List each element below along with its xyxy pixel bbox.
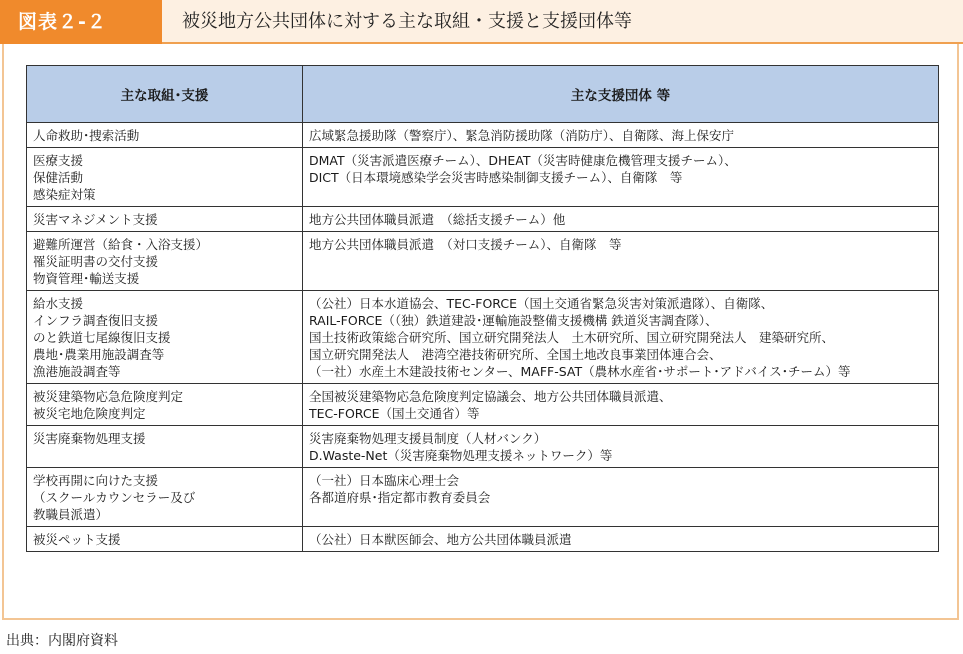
organization-cell bbox=[303, 207, 939, 232]
activity-cell bbox=[27, 527, 303, 552]
activity-line: 物資管理･輸送支援 bbox=[33, 271, 140, 286]
table-row bbox=[27, 123, 939, 148]
activity-line: 教職員派遣） bbox=[33, 507, 109, 522]
organization-line: D.Waste-Net（災害廃棄物処理支援ネットワーク）等 bbox=[309, 448, 613, 463]
activity-line: のと鉄道七尾線復旧支援 bbox=[33, 330, 171, 345]
activity-line: 災害マネジメント支援 bbox=[33, 212, 158, 227]
activity-line: 災害廃棄物処理支援 bbox=[33, 431, 146, 446]
organization-line: DICT（日本環境感染学会災害時感染制御支援チーム）、自衛隊 等 bbox=[309, 170, 683, 185]
activity-cell bbox=[27, 291, 303, 384]
activity-line: （スクールカウンセラー及び bbox=[33, 490, 196, 505]
organization-cell bbox=[303, 291, 939, 384]
source-note: 出典：内閣府資料 bbox=[6, 633, 118, 649]
activity-line: 感染症対策 bbox=[33, 187, 96, 202]
activity-line: 給水支援 bbox=[33, 296, 84, 311]
activity-cell bbox=[27, 426, 303, 468]
organization-line: （公社）日本水道協会、TEC-FORCE（国土交通省緊急災害対策派遣隊）、自衛隊、 bbox=[309, 296, 774, 311]
organization-line: 国土技術政策総合研究所、国立研究開発法人 土木研究所、国立研究開発法人 建築研究所、 bbox=[309, 330, 835, 345]
organization-cell bbox=[303, 384, 939, 426]
table-body bbox=[27, 123, 939, 552]
activity-line: 保健活動 bbox=[33, 170, 84, 185]
title-bar bbox=[0, 0, 963, 44]
activity-cell bbox=[27, 232, 303, 291]
activity-line: 罹災証明書の交付支援 bbox=[33, 254, 159, 269]
organization-cell bbox=[303, 148, 939, 207]
activity-line: 人命救助･捜索活動 bbox=[33, 128, 140, 143]
organization-cell bbox=[303, 232, 939, 291]
figure-label: 図表２-２ bbox=[0, 0, 162, 44]
organization-line: 広域緊急援助隊（警察庁）、緊急消防援助隊（消防庁）、自衛隊、海上保安庁 bbox=[309, 128, 735, 143]
organization-line: 地方公共団体職員派遣 （対口支援チーム）、自衛隊 等 bbox=[309, 237, 622, 252]
organization-line: 各都道府県･指定都市教育委員会 bbox=[309, 490, 491, 505]
column-header-activity: 主な取組･支援 bbox=[27, 66, 303, 123]
organization-line: 災害廃棄物処理支援員制度（人材バンク） bbox=[309, 431, 547, 446]
activity-line: インフラ調査復旧支援 bbox=[33, 313, 159, 328]
organization-line: TEC-FORCE（国土交通省）等 bbox=[309, 406, 480, 421]
organization-cell bbox=[303, 468, 939, 527]
activity-line: 農地･農業用施設調査等 bbox=[33, 347, 165, 362]
organization-line: （一社）日本臨床心理士会 bbox=[309, 473, 460, 488]
organization-line: 地方公共団体職員派遣 （総括支援チーム）他 bbox=[309, 212, 566, 227]
activity-line: 被災宅地危険度判定 bbox=[33, 406, 146, 421]
support-table bbox=[26, 65, 939, 552]
activity-line: 医療支援 bbox=[33, 153, 84, 168]
activity-line: 漁港施設調査等 bbox=[33, 364, 121, 379]
activity-cell bbox=[27, 148, 303, 207]
activity-cell bbox=[27, 123, 303, 148]
table-header-row bbox=[27, 66, 939, 123]
table-row bbox=[27, 468, 939, 527]
activity-line: 被災ペット支援 bbox=[33, 532, 121, 547]
table-row bbox=[27, 384, 939, 426]
figure-title: 被災地方公共団体に対する主な取組・支援と支援団体等 bbox=[182, 11, 632, 32]
activity-cell bbox=[27, 384, 303, 426]
organization-cell bbox=[303, 123, 939, 148]
activity-cell bbox=[27, 468, 303, 527]
organization-line: DMAT（災害派遣医療チーム）、DHEAT（災害時健康危機管理支援チーム）、 bbox=[309, 153, 737, 168]
table-row bbox=[27, 207, 939, 232]
column-header-organizations: 主な支援団体 等 bbox=[303, 66, 939, 123]
table-row bbox=[27, 426, 939, 468]
organization-line: （公社）日本獣医師会、地方公共団体職員派遣 bbox=[309, 532, 572, 547]
table-row bbox=[27, 291, 939, 384]
organization-line: （一社）水産土木建設技術センター、MAFF-SAT（農林水産省･サポート･アドバイス･チーム）等 bbox=[309, 364, 851, 379]
table-row bbox=[27, 527, 939, 552]
activity-line: 学校再開に向けた支援 bbox=[33, 473, 159, 488]
organization-cell bbox=[303, 426, 939, 468]
activity-line: 避難所運営（給食・入浴支援） bbox=[33, 237, 209, 252]
table-row bbox=[27, 232, 939, 291]
table-row bbox=[27, 148, 939, 207]
organization-line: 全国被災建築物応急危険度判定協議会、地方公共団体職員派遣、 bbox=[309, 389, 672, 404]
organization-line: RAIL-FORCE（（独）鉄道建設･運輸施設整備支援機構 鉄道災害調査隊）、 bbox=[309, 313, 718, 328]
activity-cell bbox=[27, 207, 303, 232]
organization-cell bbox=[303, 527, 939, 552]
organization-line: 国立研究開発法人 港湾空港技術研究所、全国土地改良事業団体連合会、 bbox=[309, 347, 722, 362]
activity-line: 被災建築物応急危険度判定 bbox=[33, 389, 184, 404]
